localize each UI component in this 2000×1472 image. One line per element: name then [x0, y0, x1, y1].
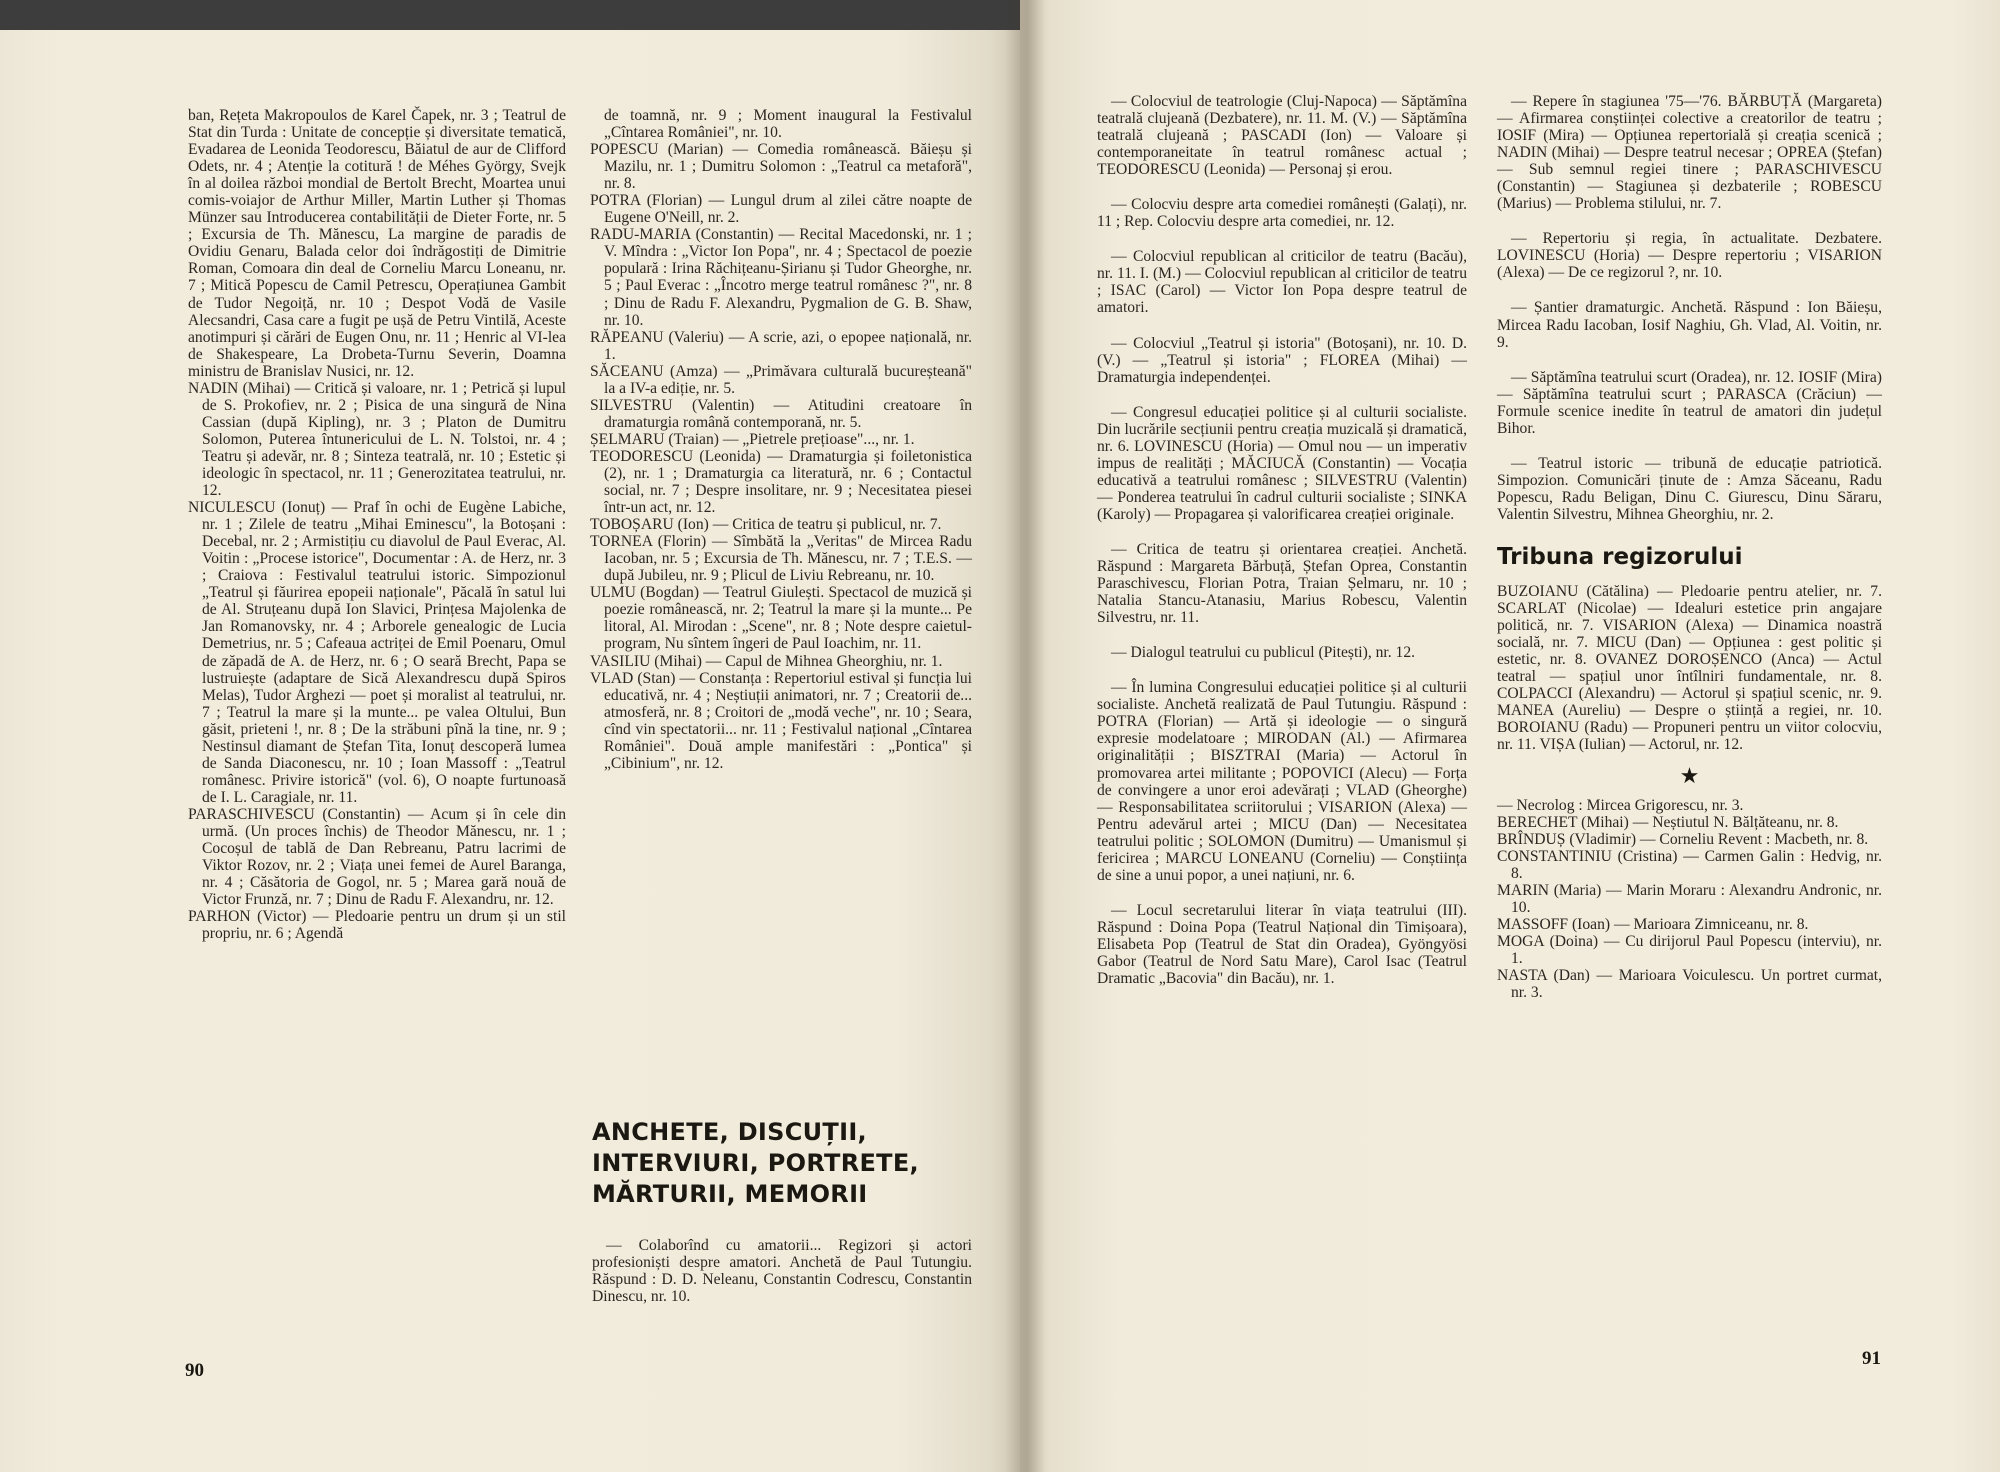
index-entry: CONSTANTINIU (Cristina) — Carmen Galin : Hedvig, nr. 8.	[1497, 847, 1882, 882]
index-entry: MOGA (Doina) — Cu dirijorul Paul Popescu (interviu), nr. 1.	[1497, 932, 1882, 967]
index-entry: TEODORESCU (Leonida) — Dramaturgia și foiletonistica (2), nr. 1 ; Dramaturgia ca literatură, nr. 6 ; Contactul social, nr. 7 ; Despre insolitare, nr. 9 ; Necesitatea piesei într-un act, nr. 12.	[590, 447, 972, 517]
index-entry: NADIN (Mihai) — Critică și valoare, nr. 1 ; Petrică și lupul de S. Prokofiev, nr. 2 ; Pisica de una singură de Nina Cassian (după Kipling), nr. 3 ; Platon de Dumitru Solomon, Puterea întunericului de L. N. Tolstoi, nr. 4 ; Teatru și adevăr, nr. 8 ; Sinteza teatrală, nr. 10 ; Estetic și ideologic în spectacol, nr. 11 ; Generozitatea teatrului, nr. 12.	[188, 379, 566, 500]
index-entry: RĂPEANU (Valeriu) — A scrie, azi, o epopee națională, nr. 1.	[590, 328, 972, 363]
index-entry: — Colocviul de teatrologie (Cluj-Napoca) — Săptămîna teatrală clujeană (Dezbatere), nr. 11. M. (V.) — Săptămîna teatrală clujeană ; PASCADI (Ion) — Valoare și contemporaneitate în teatrul românesc actual ; TEODORESCU (Leonida) — Personaj și erou.	[1097, 93, 1467, 179]
index-entry: VLAD (Stan) — Constanța : Repertoriul estival și funcția lui educativă, nr. 4 ; Neștiuții animatori, nr. 7 ; Creatorii de... atmosferă, nr. 8 ; Croitori de „modă veche", nr. 10 ; Seara, cînd vin spectatorii... nr. 11 ; Festivalul național „Cîntarea României". Două ample manifestări : „Pontica" și „Cibinium", nr. 12.	[590, 669, 972, 772]
index-entry: MASSOFF (Ioan) — Marioara Zimniceanu, nr. 8.	[1497, 915, 1809, 933]
index-entry: — Colaborînd cu amatorii... Regizori și actori profesioniști despre amatori. Anchetă de Paul Tutungiu. Răspund : D. D. Neleanu, Constantin Codrescu, Constantin Dinescu, nr. 10.	[592, 1237, 972, 1306]
index-entry: — Dialogul teatrului cu publicul (Pitești), nr. 12.	[1111, 644, 1416, 662]
section-title-line: MĂRTURII, MEMORII	[592, 1180, 868, 1208]
left-column-1	[188, 107, 566, 942]
section-heading-block	[592, 1117, 974, 1210]
index-entry: BERECHET (Mihai) — Neștiutul N. Bălțăteanu, nr. 8.	[1497, 813, 1839, 831]
index-entry: — Săptămîna teatrului scurt (Oradea), nr. 12. IOSIF (Mira) — Săptămîna teatrului scurt ; PARASCA (Crăciun) — Formule scenice inedite în teatrul de amatori din județul Bihor.	[1497, 368, 1882, 437]
index-entry: RADU-MARIA (Constantin) — Recital Macedonski, nr. 1 ; V. Mîndra : „Victor Ion Popa", nr. 4 ; Spectacol de poezie populară : Irina Răchițeanu-Șirianu și Tudor Gheorghe, nr. 5 ; Paul Everac : „Încotro merge teatrul românesc ?", nr. 8 ; Dinu de Radu F. Alexandru, Pygmalion de G. B. Shaw, nr. 10.	[590, 226, 972, 329]
index-entry: — Repere în stagiunea '75—'76. BĂRBUȚĂ (Margareta) — Afirmarea conștiinței colective a creatorilor de teatru ; IOSIF (Mira) — Opțiunea repertorială și creația scenică ; NADIN (Mihai) — Despre teatrul necesar ; OPREA (Ștefan) — Sub semnul regiei tinere ; PARASCHIVESCU (Constantin) — Stagiunea și dezbaterile ; ROBESCU (Marius) — Problema stilului, nr. 7.	[1497, 93, 1882, 213]
index-entry: SILVESTRU (Valentin) — Atitudini creatoare în dramaturgia română contemporană, nr. 5.	[590, 396, 972, 431]
index-entry: — Critica de teatru și orientarea creației. Anchetă. Răspund : Margareta Bărbuță, Ștefan Oprea, Constantin Paraschivescu, Florian Potra, Traian Șelmaru, nr. 10 ; Natalia Stancu-Atanasiu, Marius Robescu, Valentin Silvestru, nr. 11.	[1097, 540, 1467, 627]
index-entry: PARASCHIVESCU (Constantin) — Acum și în cele din urmă. (Un proces închis) de Theodor Mănescu, nr. 1 ; Cocoșul de tablă de Dan Rebreanu, Patru lacrimi de Viktor Rozov, nr. 2 ; Viața unei femei de Aurel Baranga, nr. 4 ; Căsătoria de Gogol, nr. 5 ; Marea gară nouă de Victor Frunză, nr. 7 ; Dinu de Radu F. Alexandru, nr. 12.	[188, 805, 566, 909]
index-entry: — Colocviul „Teatrul și istoria" (Botoșani), nr. 10. D. (V.) — „Teatrul și istoria" ; FLOREA (Mihai) — Dramaturgia independenței.	[1097, 334, 1467, 386]
index-entry: de toamnă, nr. 9 ; Moment inaugural la Festivalul „Cîntarea României", nr. 10.	[604, 107, 972, 142]
right-column-2	[1497, 93, 1882, 1001]
left-column-2	[590, 107, 972, 772]
index-entry: SĂCEANU (Amza) — „Primăvara culturală bucureșteană" la a IV-a ediție, nr. 5.	[590, 362, 972, 397]
right-column-1	[1097, 93, 1467, 1005]
index-entry: BUZOIANU (Cătălina) — Pledoarie pentru atelier, nr. 7. SCARLAT (Nicolae) — Idealuri estetice prin angajare politică, nr. 7. VISARION (Alexa) — Dinamica noastră socială, nr. 7. MICU (Dan) — Opțiunea : gest politic și estetic, nr. 8. OVANEZ DOROȘENCO (Anca) — Actul teatral — spațiul unor întîlniri fundamentale, nr. 8. COLPACCI (Alexandru) — Actorul și spațiul scenic, nr. 9. MANEA (Aureliu) — Despre o știință a regiei, nr. 10. BOROIANU (Radu) — Propuneri pentru un viitor colocviu, nr. 11. VIȘA (Iulian) — Actorul, nr. 12.	[1497, 582, 1882, 754]
index-entry: — În lumina Congresului educației politice și al culturii socialiste. Anchetă realizată de Paul Tutungiu. Răspund : POTRA (Florian) — Artă și ideologie — o singură expresie modelatoare ; MIRODAN (Al.) — Afirmarea originalității ; BISZTRAI (Maria) — Actorul în promovarea artei militante ; POPOVICI (Alecu) — Forța de convingere a unor eroi adevărați ; VLAD (Gheorghe) — Responsabilitatea scriitorului ; VISARION (Alexa) — Pentru adevărul artei ; MICU (Dan) — Necesitatea teatrului politic ; SOLOMON (Dumitru) — Umanismul și fericirea ; MARCU LONEANU (Corneliu) — Conștiința de sine a unui popor, a unei națiuni, nr. 6.	[1097, 679, 1467, 884]
index-entry: NICULESCU (Ionuț) — Praf în ochi de Eugène Labiche, nr. 1 ; Zilele de teatru „Mihai Eminescu", la Botoșani : Decebal, nr. 2 ; Armistițiu cu diavolul de Paul Everac, Al. Voitin : „Procese istorice", Documentar : A. de Herz, nr. 3 ; Craiova : Festivalul teatrului istoric. Simpozionul „Teatrul și făurirea epopeii naționale", Păcală în satul lui de Al. Struțeanu după Ion Slavici, Prințesa Majolenka de Jan Romanovsky, nr. 4 ; Arborele genealogic de Lucia Demetrius, nr. 5 ; Cafeaua actriței de Emil Poenaru, Omul de zăpadă de A. de Herz, nr. 6 ; O seară Brecht, Papa se lustruiește (adaptare de Sică Alexandrescu după Spiros Melas), Tudor Arghezi — poet și moralist al teatrului, nr. 7 ; Teatrul la mare și la munte... pe valea Oltului, Bun găsit, prieteni !, nr. 8 ; De la străbuni pînă la tine, nr. 9 ; Nestinsul diamant de Ștefan Tita, Ionuț descoperă lumea de Sanda Diaconescu, nr. 10 ; Ioan Massoff : „Teatrul românesc. Privire istorică" (vol. 6), O noapte furtunoasă de I. L. Caragiale, nr. 11.	[188, 499, 566, 806]
left-column-2-bottom	[592, 1237, 972, 1323]
section-title: Tribuna regizorului	[1497, 543, 1743, 570]
index-entry: VASILIU (Mihai) — Capul de Mihnea Gheorghiu, nr. 1.	[590, 652, 943, 670]
index-entry: — Colocviul republican al criticilor de teatru (Bacău), nr. 11. I. (M.) — Colocviul republican al criticilor de teatru ; ISAC (Carol) — Victor Ion Popa despre teatrul de amatori.	[1097, 248, 1467, 317]
index-entry: POPESCU (Marian) — Comedia românească. Băieșu și Mazilu, nr. 1 ; Dumitru Solomon : „Teatrul ca metaforă", nr. 8.	[590, 141, 972, 193]
star-separator-icon: ★	[1679, 763, 1700, 789]
index-entry: — Colocviu despre arta comediei românești (Galați), nr. 11 ; Rep. Colocviu despre arta comediei, nr. 12.	[1097, 196, 1467, 231]
index-entry: MARIN (Maria) — Marin Moraru : Alexandru Andronic, nr. 10.	[1497, 881, 1882, 916]
index-entry: — Congresul educației politice și al culturii socialiste. Din lucrările secțiunii pentru creația muzicală și dramatică, nr. 6. LOVINESCU (Horia) — Omul nou — un imperativ impus de realități ; MĂCIUCĂ (Constantin) — Vocația educativă a teatrului românesc ; SILVESTRU (Valentin) — Ponderea teatrului în cadrul culturii socialiste ; SINKA (Karoly) — Propagarea și valorificarea creației originale.	[1097, 403, 1467, 523]
page-number-left: 90	[185, 1360, 204, 1381]
index-entry: — Repertoriu și regia, în actualitate. Dezbatere. LOVINESCU (Horia) — Despre repertoriu ; VISARION (Alexa) — De ce regizorul ?, nr. 10.	[1497, 230, 1882, 282]
index-entry: ȘELMARU (Traian) — „Pietrele prețioase"..., nr. 1.	[590, 430, 915, 448]
index-entry: TORNEA (Florin) — Sîmbătă la „Veritas" de Mircea Radu Iacoban, nr. 5 ; Excursia de Th. Mănescu, nr. 7 ; T.E.S. — după Jubileu, nr. 9 ; Plicul de Liviu Rebreanu, nr. 10.	[590, 533, 972, 585]
index-entry: ULMU (Bogdan) — Teatrul Giulești. Spectacol de muzică și poezie românească, nr. 2; Teatrul la mare și la munte... Pe litoral, Al. Mirodan : „Scene", nr. 8 ; Note despre caietul-program, Nu sîntem îngeri de Paul Ioachim, nr. 11.	[590, 584, 972, 653]
index-entry: — Șantier dramaturgic. Anchetă. Răspund : Ion Băieșu, Mircea Radu Iacoban, Iosif Naghiu, Gh. Vlad, Al. Voitin, nr. 9.	[1497, 299, 1882, 351]
index-entry: — Locul secretarului literar în viața teatrului (III). Răspund : Doina Popa (Teatrul Național din Timișoara), Elisabeta Pop (Teatrul de Stat din Oradea), Gyöngyösi Gabor (Teatrul de Nord Satu Mare), Carol Isac (Teatrul Dramatic „Bacovia" din Bacău), nr. 1.	[1097, 901, 1467, 988]
section-title-line: ANCHETE, DISCUȚII,	[592, 1118, 867, 1146]
index-entry: — Necrolog : Mircea Grigorescu, nr. 3.	[1497, 796, 1744, 814]
page-number-right: 91	[1862, 1348, 1881, 1369]
index-entry: ban, Rețeta Makropoulos de Karel Čapek, nr. 3 ; Teatrul de Stat din Turda : Unitate de concepție și diversitate tematică, Evadarea de Leonida Teodorescu, Băiatul de aur de Clifford Odets, nr. 4 ; Atenție la cotitură ! de Méhes György, Svejk în al doilea război mondial de Bertolt Brecht, Moartea unui comis-voiajor de Arthur Miller, Martin Luther și Thomas Münzer sau Introducerea contabilității de Dieter Forte, nr. 5 ; Excursia de Th. Mănescu, La margine de paradis de Ovidiu Genaru, Balada celor doi îndrăgostiți de Dimitrie Roman, Comoara din deal de Corneliu Marcu Loneanu, nr. 7 ; Mitică Popescu de Camil Petrescu, Operațiunea Gambit de Tudor Negoiță, nr. 10 ; Despot Vodă de Vasile Alecsandri, Casa care a fugit pe ușă de Petru Vintilă, Aceste anotimpuri și cărări de Eugen Onu, nr. 11 ; Henric al VI-lea de Shakespeare, La Drobeta-Turnu Severin, Doamna ministru de Branislav Nusici, nr. 12.	[188, 107, 566, 380]
index-entry: TOBOȘARU (Ion) — Critica de teatru și publicul, nr. 7.	[590, 516, 942, 534]
index-entry: — Teatrul istoric — tribună de educație patriotică. Simpozion. Comunicări ținute de : Amza Săceanu, Radu Popescu, Radu Beligan, Dinu C. Giurescu, Dinu Săraru, Valentin Silvestru, Mihnea Gheorghiu, nr. 2.	[1497, 454, 1882, 523]
index-entry: PARHON (Victor) — Pledoarie pentru un drum și un stil propriu, nr. 6 ; Agendă	[188, 908, 566, 943]
section-title-line: INTERVIURI, PORTRETE,	[592, 1149, 919, 1177]
index-entry: BRÎNDUȘ (Vladimir) — Corneliu Revent : Macbeth, nr. 8.	[1497, 830, 1869, 848]
index-entry: NASTA (Dan) — Marioara Voiculescu. Un portret curmat, nr. 3.	[1497, 966, 1882, 1002]
index-entry: POTRA (Florian) — Lungul drum al zilei către noapte de Eugene O'Neill, nr. 2.	[590, 192, 972, 227]
